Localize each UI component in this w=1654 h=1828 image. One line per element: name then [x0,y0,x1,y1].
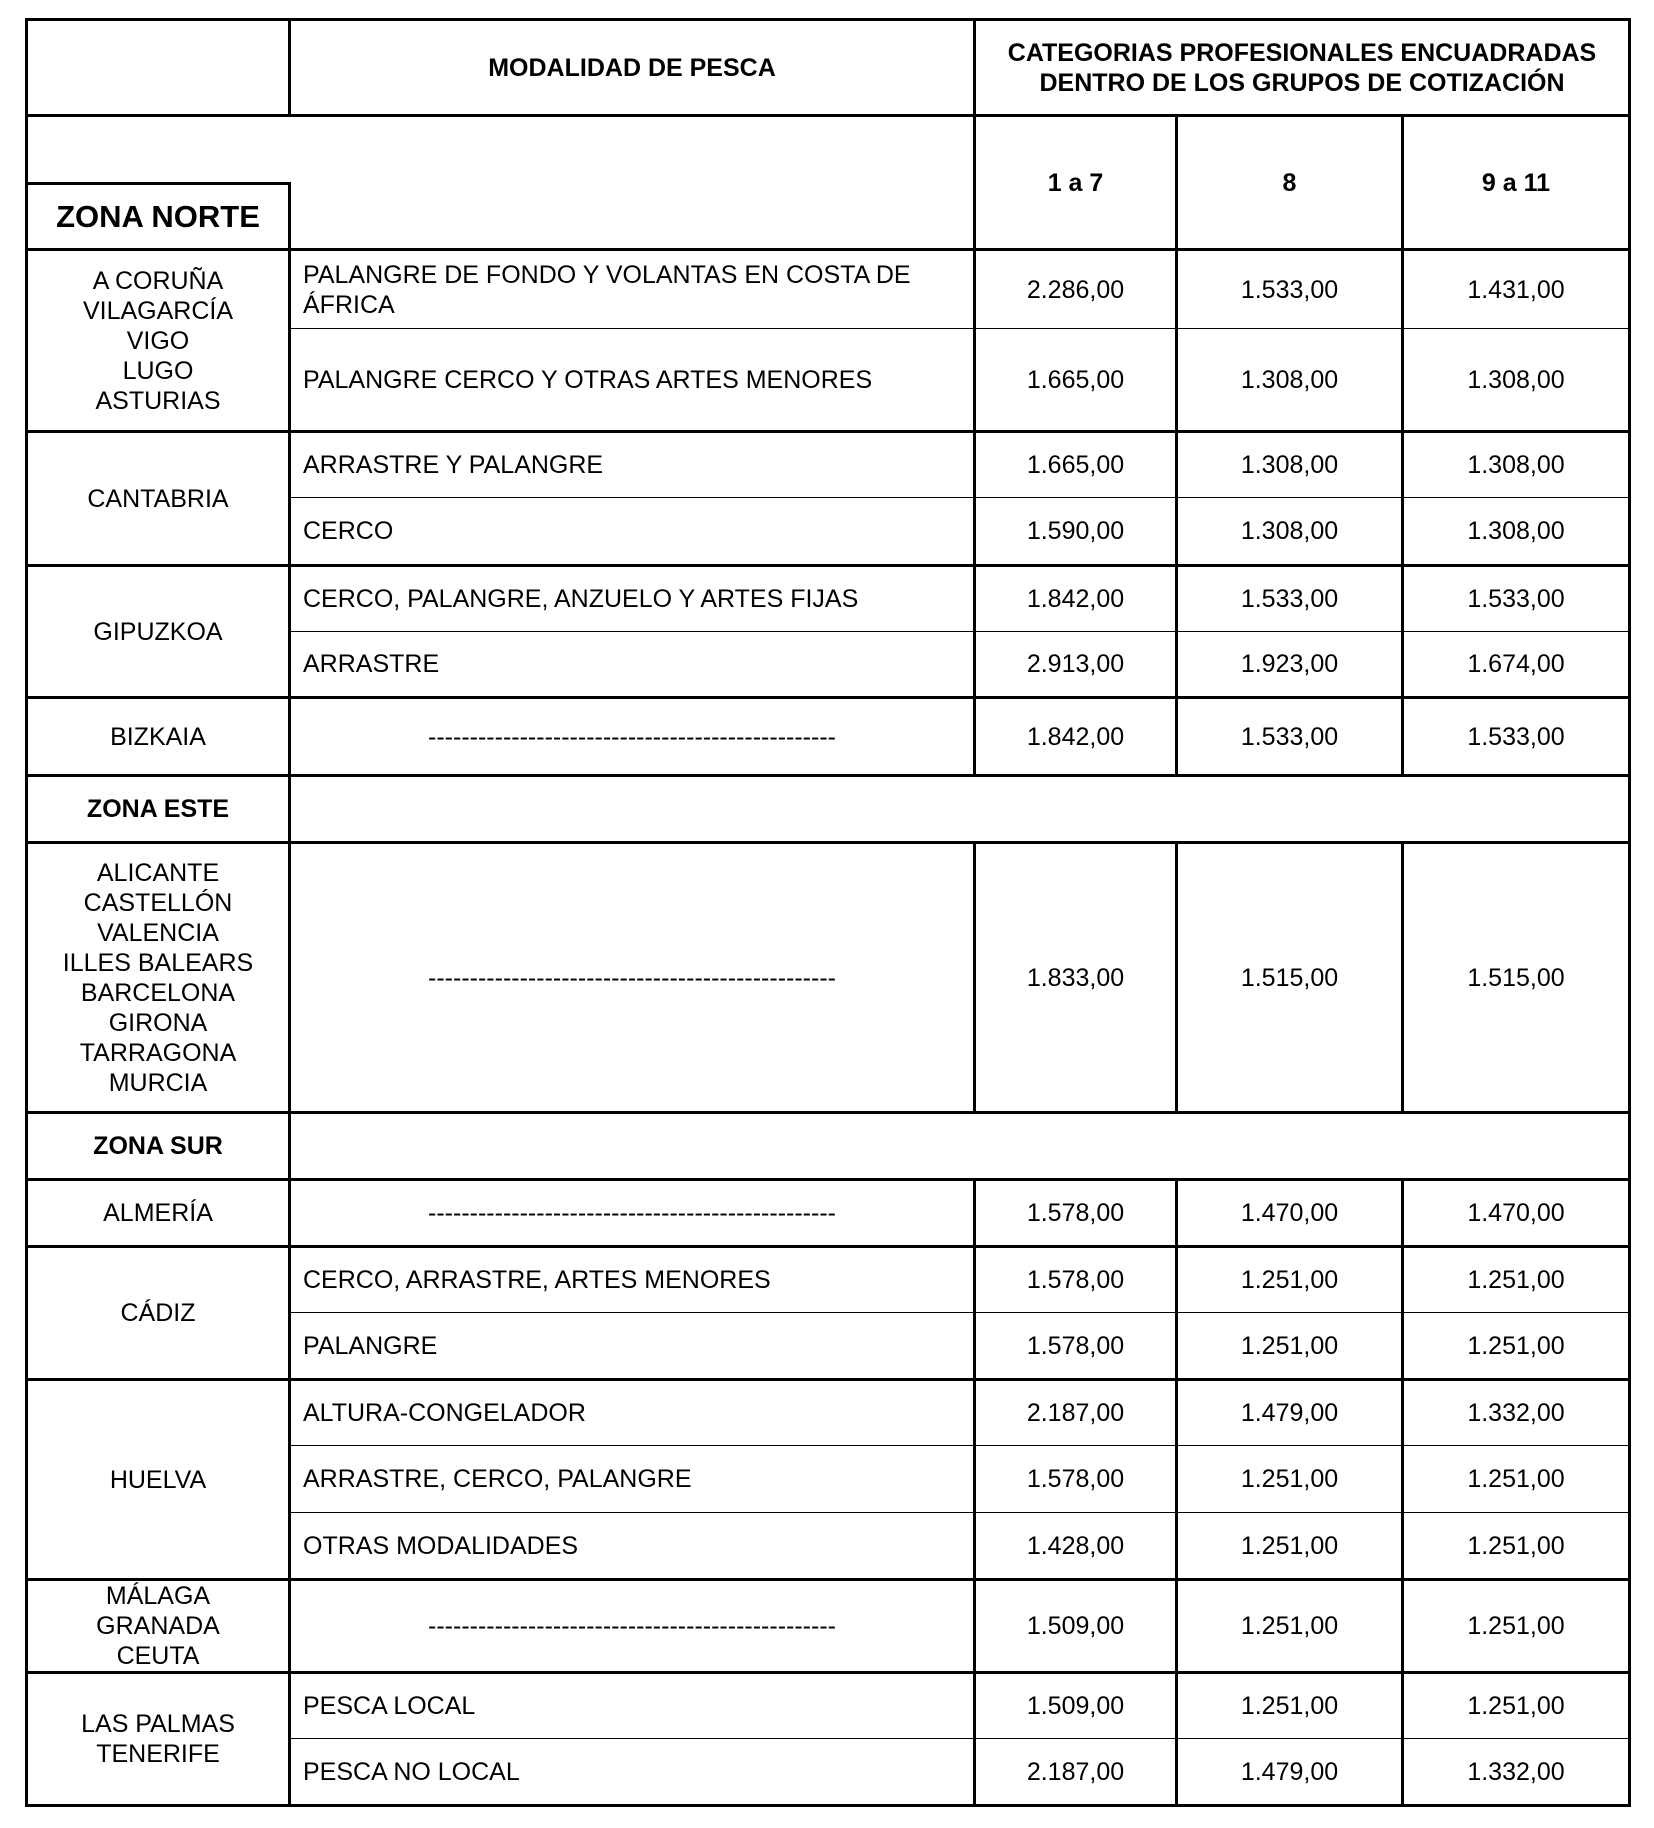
table-row [27,566,1630,632]
location-cell [27,250,290,432]
value-cell: 1.578,00 [975,1247,1177,1313]
value-cell: 2.187,00 [975,1739,1177,1806]
value-cell: 1.431,00 [1403,250,1630,329]
value-cell: 1.308,00 [1177,498,1403,566]
contribution-table [25,18,1631,1807]
dash-placeholder: ------------------------------------------------- [290,698,975,776]
dash-placeholder: ------------------------------------------------- [290,1580,975,1673]
value-cell: 1.533,00 [1177,250,1403,329]
value-cell: 1.533,00 [1177,566,1403,632]
location-line: MÁLAGA [105,1582,211,1610]
dash-placeholder: ------------------------------------------------- [290,1180,975,1247]
value-cell: 1.515,00 [1403,843,1630,1113]
location-cell: GIPUZKOA [27,566,290,698]
value-cell: 1.515,00 [1177,843,1403,1113]
zone-sur-empty [290,1113,1630,1180]
location-line: CEUTA [116,1642,200,1670]
table-row [27,432,1630,498]
table-row [27,1247,1630,1313]
value-cell: 1.308,00 [1177,432,1403,498]
location-line: LAS PALMAS [81,1710,235,1738]
value-cell: 1.578,00 [975,1180,1177,1247]
value-cell: 1.308,00 [1403,432,1630,498]
value-cell: 1.470,00 [1177,1180,1403,1247]
value-cell: 1.665,00 [975,432,1177,498]
header-categorias [975,20,1630,116]
value-cell: 1.578,00 [975,1446,1177,1513]
zone-row [27,1113,1630,1180]
zone-sur-label: ZONA SUR [27,1113,290,1180]
value-cell: 1.842,00 [975,566,1177,632]
modalidad-line: ÁFRICA [303,290,395,319]
value-cell: 1.533,00 [1403,698,1630,776]
table-row [27,1180,1630,1247]
modalidad-cell: PESCA LOCAL [290,1673,975,1739]
value-cell: 1.533,00 [1177,698,1403,776]
value-cell: 1.251,00 [1403,1446,1630,1513]
modalidad-cell: PESCA NO LOCAL [290,1739,975,1806]
header-categorias-line2: DENTRO DE LOS GRUPOS DE COTIZACIÓN [1039,68,1565,97]
location-line: A CORUÑA [92,266,224,295]
modalidad-cell: CERCO [290,498,975,566]
table-row [27,843,1630,1113]
zone-norte-header-cell [27,116,975,250]
value-cell: 1.509,00 [975,1580,1177,1673]
header-modalidad: MODALIDAD DE PESCA [290,20,975,116]
value-cell: 2.187,00 [975,1380,1177,1446]
value-cell: 1.251,00 [1177,1446,1403,1513]
category-col-3: 9 a 11 [1403,116,1630,250]
location-line: ASTURIAS [95,386,221,415]
value-cell: 1.308,00 [1403,329,1630,432]
header-row [27,20,1630,116]
value-cell: 1.428,00 [975,1513,1177,1580]
value-cell: 1.590,00 [975,498,1177,566]
value-cell: 1.578,00 [975,1313,1177,1380]
location-cell [27,1673,290,1806]
table-row [27,1380,1630,1446]
category-col-1: 1 a 7 [975,116,1177,250]
value-cell: 2.286,00 [975,250,1177,329]
location-line: ALICANTE [96,858,220,887]
modalidad-cell: PALANGRE [290,1313,975,1380]
zone-este-empty [290,776,1630,843]
value-cell: 1.332,00 [1403,1739,1630,1806]
location-line: TARRAGONA [79,1038,237,1067]
value-cell: 1.833,00 [975,843,1177,1113]
value-cell: 1.251,00 [1177,1513,1403,1580]
dash-placeholder: ------------------------------------------------- [290,843,975,1113]
value-cell: 1.251,00 [1177,1313,1403,1380]
location-line: GRANADA [96,1612,220,1640]
location-cell: HUELVA [27,1380,290,1580]
value-cell: 1.842,00 [975,698,1177,776]
value-cell: 1.251,00 [1403,1513,1630,1580]
modalidad-cell: ALTURA-CONGELADOR [290,1380,975,1446]
value-cell: 1.251,00 [1403,1673,1630,1739]
location-line: VALENCIA [97,918,219,947]
value-cell: 1.251,00 [1403,1313,1630,1380]
modalidad-cell: CERCO, PALANGRE, ANZUELO Y ARTES FIJAS [290,566,975,632]
table-row [27,698,1630,776]
table-row [27,250,1630,329]
location-cell [27,1580,290,1673]
value-cell: 1.308,00 [1403,498,1630,566]
location-line: VILAGARCÍA [82,296,234,325]
value-cell: 1.923,00 [1177,632,1403,698]
value-cell: 1.509,00 [975,1673,1177,1739]
table-row [27,1580,1630,1673]
value-cell: 1.479,00 [1177,1739,1403,1806]
modalidad-cell: ARRASTRE Y PALANGRE [290,432,975,498]
location-line: VIGO [126,326,190,355]
modalidad-cell: CERCO, ARRASTRE, ARTES MENORES [290,1247,975,1313]
location-cell: BIZKAIA [27,698,290,776]
location-cell: ALMERÍA [27,1180,290,1247]
value-cell: 1.470,00 [1403,1180,1630,1247]
value-cell: 1.251,00 [1177,1673,1403,1739]
modalidad-cell [290,250,975,329]
location-line: ILLES BALEARS [62,948,254,977]
zone-row [27,776,1630,843]
category-row [27,116,1630,250]
modalidad-line: PALANGRE DE FONDO Y VOLANTAS EN COSTA DE [303,260,911,289]
value-cell: 2.913,00 [975,632,1177,698]
header-empty-cell [27,20,290,116]
value-cell: 1.533,00 [1403,566,1630,632]
value-cell: 1.665,00 [975,329,1177,432]
location-line: LUGO [122,356,194,385]
modalidad-cell: PALANGRE CERCO Y OTRAS ARTES MENORES [290,329,975,432]
location-line: BARCELONA [80,978,236,1007]
zone-norte-label: ZONA NORTE [56,198,260,234]
modalidad-cell: OTRAS MODALIDADES [290,1513,975,1580]
category-col-2: 8 [1177,116,1403,250]
location-cell [27,843,290,1113]
location-line: GIRONA [108,1008,208,1037]
location-cell: CÁDIZ [27,1247,290,1380]
location-line: MURCIA [108,1068,208,1097]
value-cell: 1.251,00 [1177,1580,1403,1673]
modalidad-cell: ARRASTRE [290,632,975,698]
value-cell: 1.308,00 [1177,329,1403,432]
location-line: TENERIFE [96,1740,220,1768]
location-cell: CANTABRIA [27,432,290,566]
zone-este-label: ZONA ESTE [27,776,290,843]
value-cell: 1.674,00 [1403,632,1630,698]
value-cell: 1.332,00 [1403,1380,1630,1446]
location-line: CASTELLÓN [83,888,233,917]
value-cell: 1.251,00 [1403,1580,1630,1673]
zone-norte-label-box [28,182,291,248]
header-categorias-line1: CATEGORIAS PROFESIONALES ENCUADRADAS [1007,38,1597,67]
table-row [27,1673,1630,1739]
value-cell: 1.251,00 [1403,1247,1630,1313]
value-cell: 1.251,00 [1177,1247,1403,1313]
value-cell: 1.479,00 [1177,1380,1403,1446]
modalidad-cell: ARRASTRE, CERCO, PALANGRE [290,1446,975,1513]
